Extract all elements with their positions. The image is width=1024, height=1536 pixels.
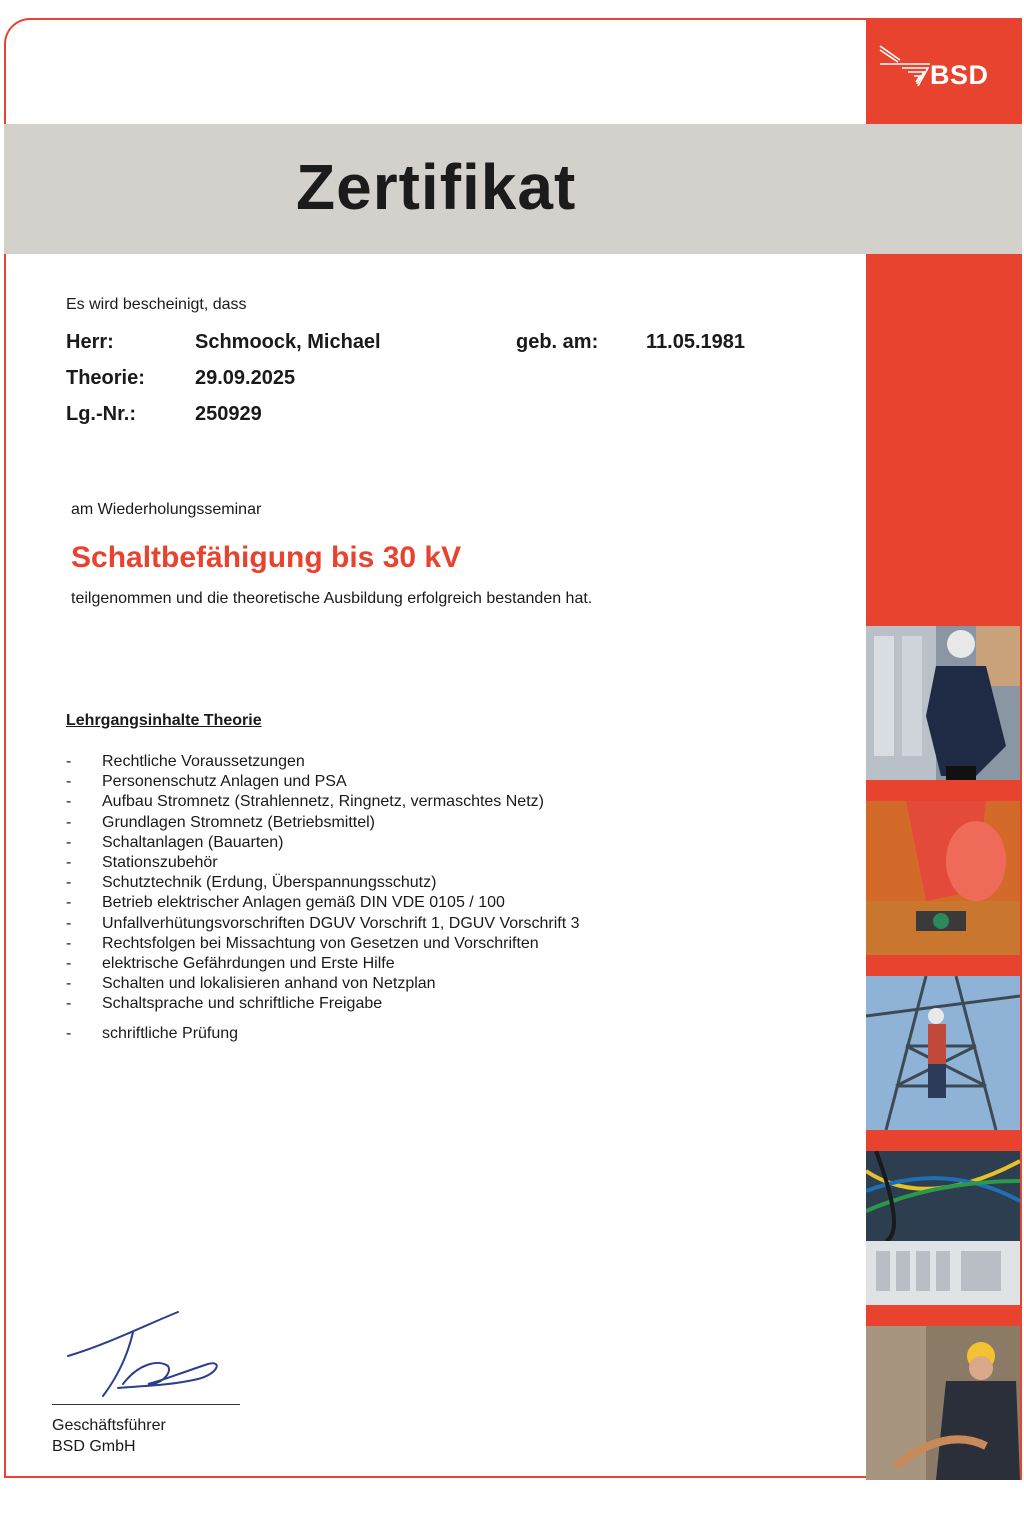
course-number: 250929 xyxy=(195,403,262,425)
signature-line xyxy=(52,1404,240,1405)
contents-heading: Lehrgangsinhalte Theorie xyxy=(66,712,262,729)
list-bullet: - xyxy=(66,914,72,932)
list-item-text: Personenschutz Anlagen und PSA xyxy=(102,773,347,791)
cable-worker-image xyxy=(866,1326,1020,1480)
list-bullet: - xyxy=(66,813,72,831)
signature-company: BSD GmbH xyxy=(52,1438,136,1455)
list-bullet: - xyxy=(66,874,72,892)
list-bullet: - xyxy=(66,833,72,851)
list-item xyxy=(66,772,580,792)
list-item xyxy=(66,752,580,772)
list-item xyxy=(66,792,580,812)
list-item xyxy=(66,994,580,1014)
list-bullet: - xyxy=(66,995,72,1013)
list-item xyxy=(66,873,580,893)
list-item xyxy=(66,813,580,833)
list-bullet: - xyxy=(66,894,72,912)
list-bullet: - xyxy=(66,1025,72,1043)
contents-list xyxy=(66,752,580,1045)
theory-label: Theorie: xyxy=(66,367,145,389)
list-item-text: Unfallverhütungsvorschriften DGUV Vorschrift 1, DGUV Vorschrift 3 xyxy=(102,914,580,932)
gloves-image xyxy=(866,801,1020,955)
list-item-final xyxy=(66,1024,580,1044)
course-number-label: Lg.-Nr.: xyxy=(66,403,136,425)
certificate-title: Zertifikat xyxy=(296,151,577,223)
list-item-text: Betrieb elektrischer Anlagen gemäß DIN VDE 0105 / 100 xyxy=(102,894,505,912)
list-item-text: Schutztechnik (Erdung, Überspannungsschutz) xyxy=(102,874,437,892)
signature-role: Geschäftsführer xyxy=(52,1417,166,1434)
list-item-text: Aufbau Stromnetz (Strahlennetz, Ringnetz, vermaschtes Netz) xyxy=(102,793,544,811)
signature-graphic xyxy=(58,1304,238,1404)
list-item xyxy=(66,914,580,934)
photo-cable-worker xyxy=(866,1326,1020,1480)
list-item xyxy=(66,974,580,994)
list-item-text: elektrische Gefährdungen und Erste Hilfe xyxy=(102,954,395,972)
seminar-title: Schaltbefähigung bis 30 kV xyxy=(71,541,462,574)
list-bullet: - xyxy=(66,975,72,993)
pylon-image xyxy=(866,976,1020,1130)
switchgear-worker-image xyxy=(866,626,1020,780)
salutation-label: Herr: xyxy=(66,331,114,353)
birth-label: geb. am: xyxy=(516,331,599,353)
photo-gloves xyxy=(866,801,1020,955)
photo-switchgear-worker xyxy=(866,626,1020,780)
bsd-chevron-logo-icon xyxy=(878,42,938,92)
list-item-text: Stationszubehör xyxy=(102,853,218,871)
list-bullet: - xyxy=(66,753,72,770)
seminar-intro: am Wiederholungsseminar xyxy=(71,501,262,518)
list-item-text: Schaltsprache und schriftliche Freigabe xyxy=(102,995,383,1013)
intro-text: Es wird bescheinigt, dass xyxy=(66,296,247,313)
list-item xyxy=(66,853,580,873)
list-bullet: - xyxy=(66,954,72,972)
list-item-text: schriftliche Prüfung xyxy=(102,1025,239,1043)
list-bullet: - xyxy=(66,934,72,952)
list-bullet: - xyxy=(66,793,72,811)
list-item xyxy=(66,893,580,913)
birth-date: 11.05.1981 xyxy=(646,331,745,353)
photo-cabling xyxy=(866,1151,1020,1305)
list-item-text: Rechtliche Voraussetzungen xyxy=(102,753,305,770)
list-item-text: Schalten und lokalisieren anhand von Netzplan xyxy=(102,975,436,993)
list-item xyxy=(66,833,580,853)
list-item-text: Rechtsfolgen bei Missachtung von Gesetzen und Vorschriften xyxy=(102,934,539,952)
theory-date: 29.09.2025 xyxy=(195,367,296,389)
list-item-text: Schaltanlagen (Bauarten) xyxy=(102,833,284,851)
person-name: Schmoock, Michael xyxy=(195,331,381,353)
photo-pylon xyxy=(866,976,1020,1130)
list-item xyxy=(66,934,580,954)
list-item xyxy=(66,954,580,974)
list-bullet: - xyxy=(66,853,72,871)
list-item-text: Grundlagen Stromnetz (Betriebsmittel) xyxy=(102,813,375,831)
cabling-image xyxy=(866,1151,1020,1305)
list-bullet: - xyxy=(66,773,72,791)
seminar-outro: teilgenommen und die theoretische Ausbildung erfolgreich bestanden hat. xyxy=(71,590,593,607)
logo-text: BSD xyxy=(930,60,989,90)
